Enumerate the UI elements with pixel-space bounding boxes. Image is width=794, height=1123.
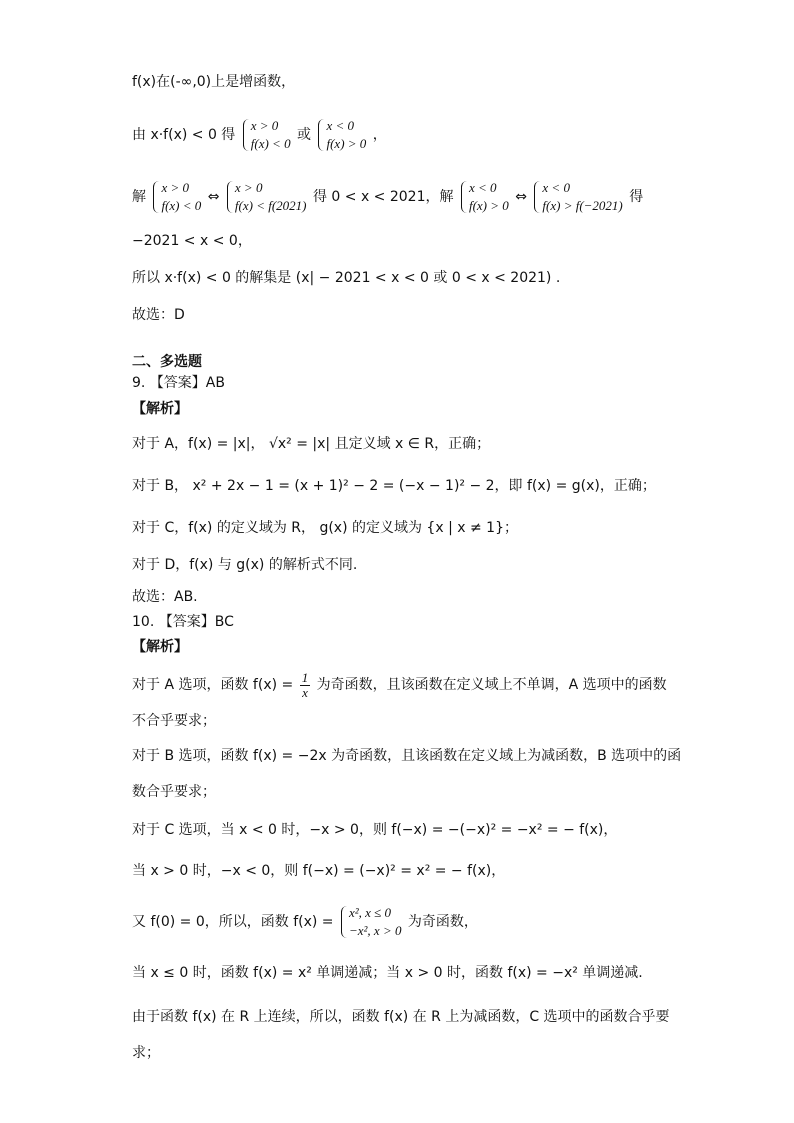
text-segment: ， xyxy=(372,127,387,143)
system-row: x > 0 xyxy=(250,118,279,133)
system-row: x < 0 xyxy=(326,118,355,133)
text-segment: 对于 A 选项，函数 f(x) = xyxy=(132,677,294,693)
system-row: −x², x > 0 xyxy=(348,923,402,938)
text-line: 对于 B， x² + 2x − 1 = (x + 1)² − 2 = (−x − 1)² − 2，即 f(x) = g(x)，正确； xyxy=(132,478,656,494)
equation-system xyxy=(533,179,622,215)
text-line: 故选：AB. xyxy=(132,589,198,605)
text-line: 对于 B 选项，函数 f(x) = −2x 为奇函数，且该函数在定义域上为减函数，B 选项中的函 xyxy=(132,748,682,764)
equivalence-arrow: ⇔ xyxy=(207,189,220,205)
text-line: 对于 A，f(x) = |x|， √x² = |x| 且定义域 x ∈ R，正确； xyxy=(132,436,491,452)
system-row: x², x ≤ 0 xyxy=(348,905,392,920)
text-segment: 或 xyxy=(297,127,312,143)
system-row: x < 0 xyxy=(468,180,497,195)
system-row: f(x) > f(−2021) xyxy=(542,198,623,213)
equation-system xyxy=(317,117,366,153)
system-row: f(x) > 0 xyxy=(326,136,367,151)
text-line: 数合乎要求； xyxy=(132,784,216,800)
equation-line xyxy=(132,115,387,155)
text-line: 对于 C 选项，当 x < 0 时，−x > 0，则 f(−x) = −(−x)² = −x² = − f(x)， xyxy=(132,822,618,838)
equation-system xyxy=(460,179,509,215)
analysis-heading: 【解析】 xyxy=(132,639,188,655)
question-answer: 9. 【答案】AB xyxy=(132,375,225,391)
equation-system xyxy=(152,179,201,215)
equation-system xyxy=(242,117,291,153)
text-segment: 得 0 < x < 2021，解 xyxy=(312,189,454,205)
system-row: f(x) < 0 xyxy=(250,136,291,151)
text-line: 当 x > 0 时，−x < 0，则 f(−x) = (−x)² = x² = − f(x)， xyxy=(132,863,506,879)
text-segment: 又 f(0) = 0，所以，函数 f(x) = xyxy=(132,914,334,930)
text-line: 当 x ≤ 0 时，函数 f(x) = x² 单调递减；当 x > 0 时，函数 f(x) = −x² 单调递减. xyxy=(132,965,643,981)
system-row: x < 0 xyxy=(542,180,570,195)
fraction-numerator: 1 xyxy=(301,669,309,685)
piecewise-function xyxy=(340,904,401,940)
system-row: x > 0 xyxy=(234,180,263,195)
equation-line xyxy=(132,668,667,702)
system-row: x > 0 xyxy=(161,180,189,195)
text-segment: 由 x·f(x) < 0 得 xyxy=(132,127,236,143)
text-line: 所以 x·f(x) < 0 的解集是 (x| − 2021 < x < 0 或 0 < x < 2021) . xyxy=(132,270,561,286)
fraction-denominator: x xyxy=(302,684,308,700)
text-line: 求； xyxy=(132,1045,160,1061)
system-row: f(x) > 0 xyxy=(468,198,509,213)
text-line: 由于函数 f(x) 在 R 上连续，所以，函数 f(x) 在 R 上为减函数，C 选项中的函数合乎要 xyxy=(132,1009,670,1025)
equivalence-arrow: ⇔ xyxy=(515,189,527,205)
equation-system xyxy=(226,179,307,215)
text-segment: 为奇函数， xyxy=(407,914,478,930)
text-line: 对于 C，f(x) 的定义域为 R， g(x) 的定义域为 {x | x ≠ 1}； xyxy=(132,520,518,536)
text-line: −2021 < x < 0， xyxy=(132,233,252,249)
system-row: f(x) < f(2021) xyxy=(234,198,307,213)
section-heading: 二、多选题 xyxy=(132,354,202,370)
equation-line xyxy=(132,902,478,942)
text-line: 故选：D xyxy=(132,307,185,323)
equation-line xyxy=(132,177,643,217)
text-segment: 得 xyxy=(629,189,644,205)
text-segment: 解 xyxy=(132,189,146,205)
fraction xyxy=(300,671,311,700)
text-segment: 为奇函数，且该函数在定义域上不单调，A 选项中的函数 xyxy=(316,677,667,693)
system-row: f(x) < 0 xyxy=(161,198,202,213)
text-line: f(x)在(-∞,0)上是增函数， xyxy=(132,74,296,90)
text-line: 不合乎要求； xyxy=(132,713,216,729)
text-line: 对于 D，f(x) 与 g(x) 的解析式不同. xyxy=(132,557,358,573)
analysis-heading: 【解析】 xyxy=(132,401,188,417)
question-answer: 10. 【答案】BC xyxy=(132,614,234,630)
